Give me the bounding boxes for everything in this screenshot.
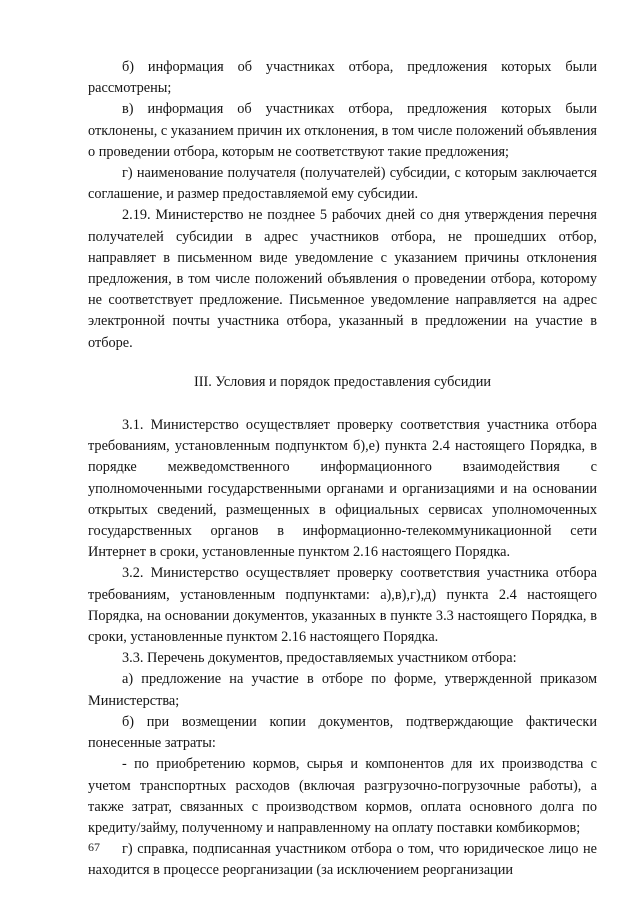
document-body (88, 57, 597, 882)
paragraph-3-2: 3.2. Министерство осуществляет проверку соответствия участника отбора требованиям, установленным подпунктами: а),в),г),д) пункта 2.4 настоящего Порядка, на основании документов, указанных в пункте 3.3 настоящего Порядка, в сроки, установленные пунктом 2.16 настоящего Порядка. (88, 565, 597, 646)
paragraph-g-recipient: г) наименование получателя (получателей) субсидии, с которым заключается соглашение, и размер предоставляемой ему субсидии. (88, 165, 597, 203)
paragraph-3-1: 3.1. Министерство осуществляет проверку соответствия участника отбора требованиям, установленным подпунктом б),е) пункта 2.4 настоящего Порядка, в порядке межведомственного информационного взаимодействия с уполномоченными государственными органами и организациями и на основании открытых сведений, размещенных в официальных сервисах уполномоченных государственных органов в информационно-телекоммуникационной сети Интернет в сроки, установленные пунктом 2.16 настоящего Порядка. (88, 417, 597, 561)
paragraph-b-costs: б) при возмещении копии документов, подтверждающие фактически понесенные затраты: (88, 713, 597, 752)
paragraph-2-19: 2.19. Министерство не позднее 5 рабочих дней со дня утверждения перечня получателей субсидии в адрес участников отбора, не прошедших отбор, направляет в письменном виде уведомление с указанием причины отклонения предложения, в том числе положений объявления о проведении отбора, которому не соответствует предложение. Письменное уведомление направляется на адрес электронной почты участника отбора, указанный в предложении на участие в отборе. (88, 207, 597, 351)
paragraph-b-considered: б) информация об участниках отбора, предложения которых были рассмотрены; (88, 59, 597, 97)
list-item-feed-purchase: - по приобретению кормов, сырья и компонентов для их производства с учетом транспортных расходов (включая разгрузочно-погрузочные работы), а также затрат, связанных с производством кормов, оплата основного долга по кредиту/займу, полученному и направленному на оплату поставки комбикормов; (88, 756, 597, 836)
section-heading: III. Условия и порядок предоставления субсидии (193, 373, 492, 390)
page-number: 67 (88, 840, 100, 854)
paragraph-3-3: 3.3. Перечень документов, предоставляемых участником отбора: (122, 650, 517, 667)
paragraph-a-proposal: а) предложение на участие в отборе по форме, утвержденной приказом Министерства; (88, 671, 597, 709)
paragraph-v-rejected: в) информация об участниках отбора, предложения которых были отклонены, с указанием причин их отклонения, в том числе положений объявления о проведении отбора, которым не соответствуют такие предложения; (88, 101, 597, 160)
paragraph-g-certificate: г) справка, подписанная участником отбора о том, что юридическое лицо не находится в процессе реорганизации (за исключением реорганизации (88, 841, 597, 879)
